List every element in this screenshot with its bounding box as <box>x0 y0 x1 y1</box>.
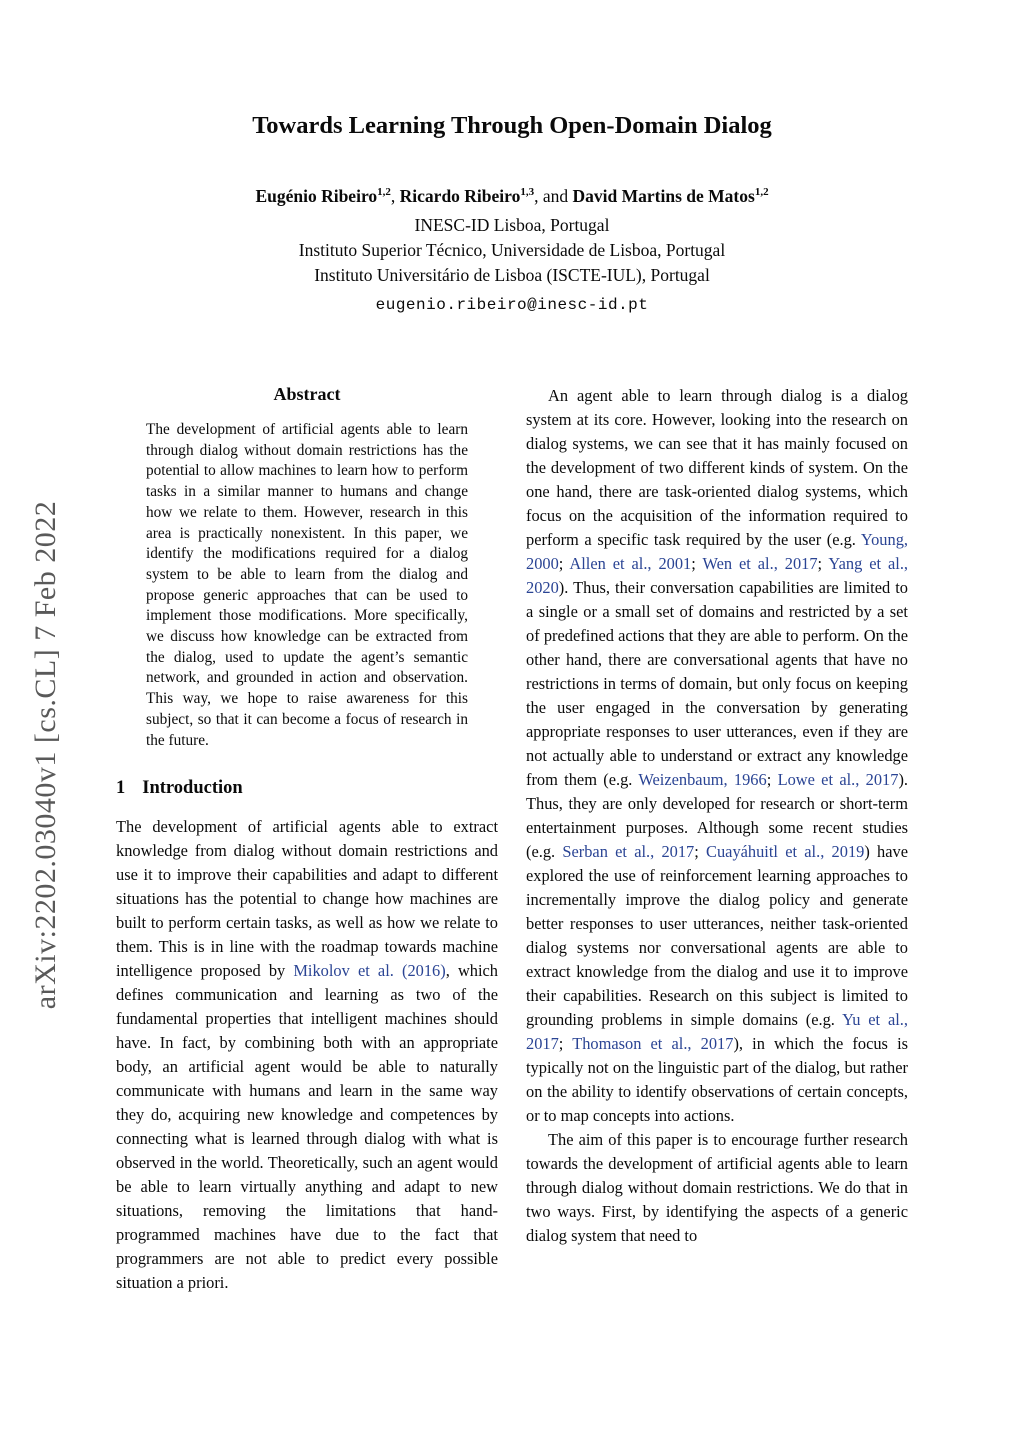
left-column <box>116 384 498 1295</box>
paragraph-text: ). Thus, their conversation capabilities are limited to a single or a small set of domains and restricted by a set of predefined actions that they are able to perform. On the other hand, there are conversational agents that have no restrictions in terms of domain, but only focus on keeping the user engaged in the conversation by generating appropriate responses to user utterances, even if they are not actually able to understand or extract any knowledge from them (e.g. <box>526 578 908 789</box>
paragraph-text: An agent able to learn through dialog is a dialog system at its core. However, looking into the research on dialog systems, we can see that it has mainly focused on the development of two different kinds of system. On the one hand, there are task-oriented dialog systems, which focus on the acquisition of the information required to perform a specific task required by the user (e.g. <box>526 386 908 549</box>
author-separator: , and <box>534 186 573 206</box>
paragraph-text: ) have explored the use of reinforcement learning approaches to incrementally improve the dialog policy and generate better responses to user utterances, neither task-oriented dialog systems nor conversational agents are able to extract knowledge from the dialog and use it to improve their capabilities. Research on this subject is limited to grounding problems in simple domains (e.g. <box>526 842 908 1029</box>
paragraph-text: , which defines communication and learning as two of the fundamental properties that intelligent machines should have. In fact, by combining both with an appropriate body, an artificial agent would be able to naturally communicate with humans and learn in the same way they do, acquiring new knowledge and competences by connecting what is learned through dialog with what is observed in the world. Theoretically, such an agent would be able to learn virtually anything and adapt to new situations, removing the limitations that hand-programmed machines have due to the fact that programmers are not able to predict every possible situation a priori. <box>116 961 498 1293</box>
citation-link[interactable]: Lowe et al., 2017 <box>777 770 899 789</box>
author-name: Eugénio Ribeiro$^{1,2}$ <box>255 186 391 206</box>
two-column-body <box>0 384 1024 1295</box>
paragraph-text: ; <box>694 842 707 861</box>
paragraph-text: ; <box>558 1034 573 1053</box>
author-separator: , <box>390 186 400 206</box>
paragraph-text: ; <box>558 554 570 573</box>
author-affiliation-marker: 1,2 <box>377 186 391 199</box>
email: eugenio.ribeiro@inesc-id.pt <box>375 296 649 314</box>
citation-link[interactable]: Yu et al., 2017 <box>526 1010 908 1053</box>
citation-link[interactable]: Thomason et al., 2017 <box>572 1034 734 1053</box>
abstract-text: The development of artificial agents able to learn through dialog without domain restrictions has the potential to allow machines to learn how to perform tasks in a similar manner to humans and change how we relate to them. However, research in this area is practically nonexistent. In this paper, we identify the modifications required for a dialog system to be able to learn from the dialog and propose generic approaches that can be used to implement those modifications. More specifically, we discuss how knowledge can be extracted from the dialog, used to update the agent’s semantic network, and grounded in action and observation. This way, we hope to raise awareness for this subject, so that it can become a focus of research in the future. <box>146 421 468 749</box>
paragraph-text: ; <box>691 554 703 573</box>
affiliation-line: Instituto Superior Técnico, Universidade de Lisboa, Portugal <box>298 240 726 260</box>
paragraph-text: ). Thus, they are only developed for research or short-term entertainment purposes. Although some recent studies (e.g. <box>526 770 908 861</box>
body-paragraph <box>116 815 498 1295</box>
citation-link[interactable]: Yang et al., 2020 <box>526 554 909 597</box>
paragraph-text: ; <box>766 770 778 789</box>
arxiv-watermark: arXiv:2202.03040v1 [cs.CL] 7 Feb 2022 <box>29 500 62 1010</box>
author-line <box>0 186 1024 207</box>
citation-link[interactable]: Serban et al., 2017 <box>562 842 695 861</box>
author-name: Ricardo Ribeiro$^{1,3}$ <box>399 186 535 206</box>
section-title: Introduction <box>142 778 243 799</box>
paragraph-text: ; <box>817 554 829 573</box>
section-heading-introduction <box>116 778 498 799</box>
citation-link[interactable]: Weizenbaum, 1966 <box>638 770 767 789</box>
paper-header <box>0 0 1024 314</box>
affiliation-line: Instituto Universitário de Lisboa (ISCTE-IUL), Portugal <box>314 265 710 285</box>
author-affiliation-marker: 1,3 <box>520 186 535 199</box>
affiliation-line: INESC-ID Lisboa, Portugal <box>414 215 610 235</box>
author-name: David Martins de Matos$^{1,2}$ <box>572 186 769 206</box>
citation-link[interactable]: Mikolov et al. (2016) <box>293 961 446 981</box>
abstract-block <box>116 384 498 751</box>
abstract-heading: Abstract <box>273 384 341 404</box>
citation-link[interactable]: Cuayáhuitl et al., 2019 <box>706 842 865 861</box>
section-number: 1 <box>116 778 126 799</box>
citation-link[interactable]: Allen et al., 2001 <box>569 554 692 573</box>
paragraph-text: The development of artificial agents able to extract knowledge from dialog without domain restrictions and use it to improve their capabilities and adapt to different situations has the potential to change how machines are built to perform certain tasks, as well as how we relate to them. This is in line with the roadmap towards machine intelligence proposed by <box>116 817 498 981</box>
citation-link[interactable]: Wen et al., 2017 <box>702 554 818 573</box>
paragraph-text: The aim of this paper is to encourage further research towards the development of artificial agents able to learn through dialog without domain restrictions. We do that in two ways. First, by identifying the aspects of a generic dialog system that need to <box>526 1130 908 1245</box>
affiliation-block <box>0 213 1024 288</box>
paper-title: Towards Learning Through Open-Domain Dialog <box>252 112 772 139</box>
body-paragraph <box>526 1128 908 1248</box>
paragraph-text: ), in which the focus is typically not on the linguistic part of the dialog, but rather on the ability to identify observations of certain concepts, or to map concepts into actions. <box>526 1034 908 1125</box>
right-column <box>526 384 908 1295</box>
body-paragraph <box>526 384 908 1128</box>
citation-link[interactable]: Young, 2000 <box>526 530 908 573</box>
author-affiliation-marker: 1,2 <box>754 186 769 199</box>
